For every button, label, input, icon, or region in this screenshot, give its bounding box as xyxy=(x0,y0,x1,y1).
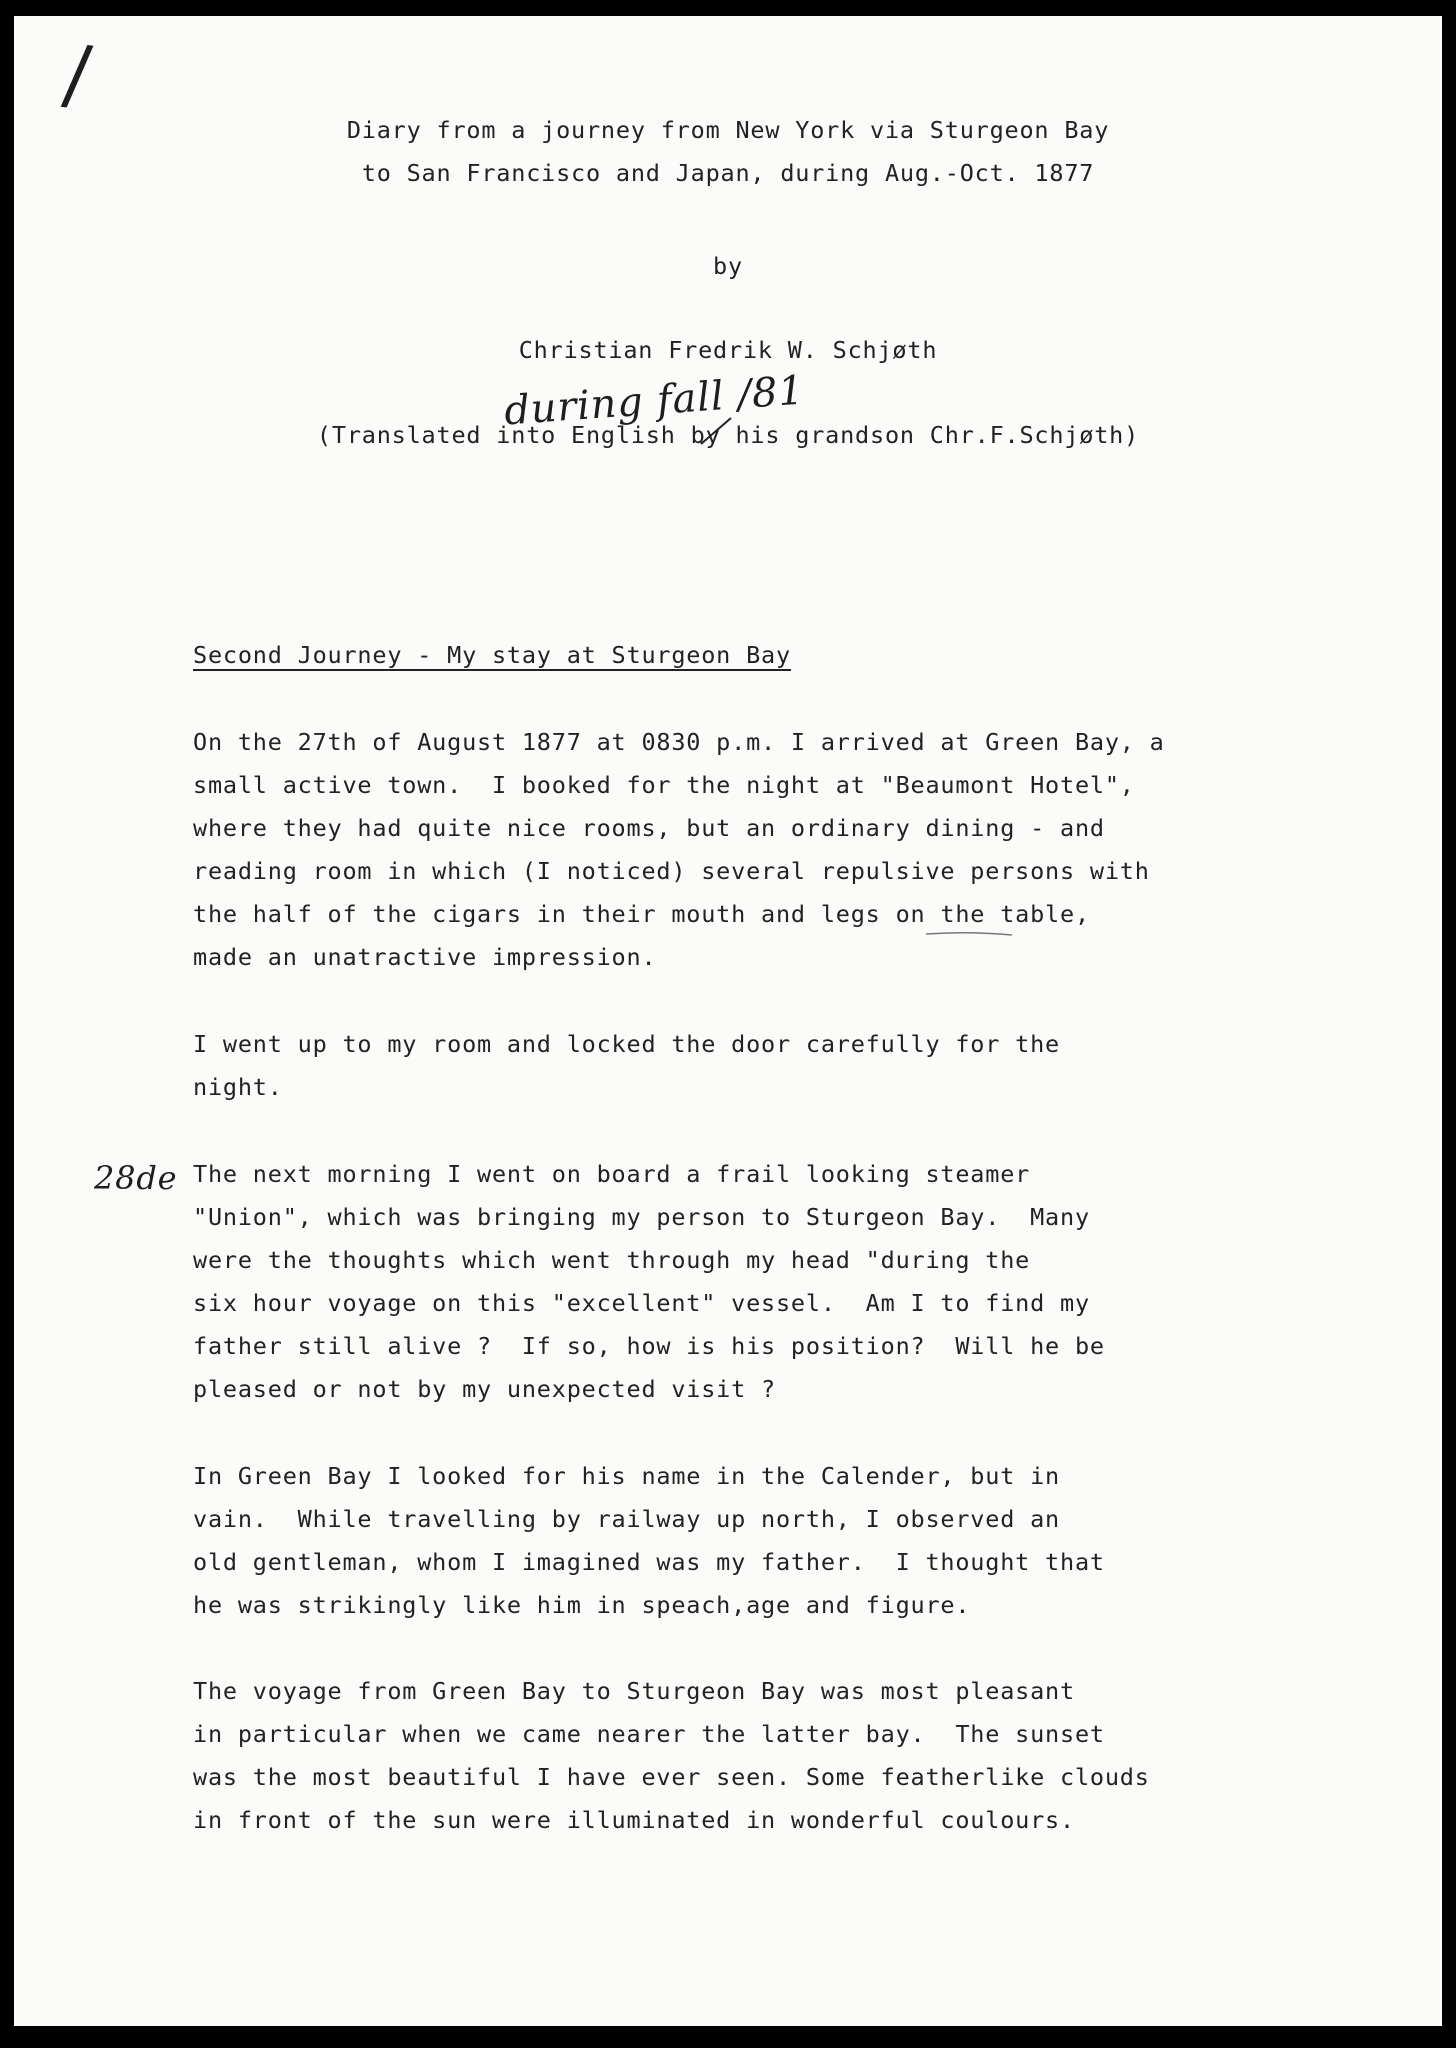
text-line: father still alive ? If so, how is his position? Will he be xyxy=(193,1332,1105,1360)
text-line: where they had quite nice rooms, but an ordinary dining - and xyxy=(193,814,1105,842)
text-line: made an unatractive impression. xyxy=(193,943,657,971)
document-page xyxy=(14,16,1442,2026)
section-heading: Second Journey - My stay at Sturgeon Bay xyxy=(193,641,791,669)
text-line: small active town. I booked for the night at "Beaumont Hotel", xyxy=(193,771,1135,799)
margin-note: 28de xyxy=(94,1159,178,1197)
text-line: On the 27th of August 1877 at 0830 p.m. I arrived at Green Bay, a xyxy=(193,728,1165,756)
text-line: "Union", which was bringing my person to Sturgeon Bay. Many xyxy=(193,1203,1090,1231)
text-line: the half of the cigars in their mouth and legs on the table, xyxy=(193,900,1090,928)
title-by: by xyxy=(713,252,743,280)
handwritten-insert: during fall /81 xyxy=(502,367,806,435)
text-line: In Green Bay I looked for his name in the Calender, but in xyxy=(193,1462,1060,1490)
text-line: were the thoughts which went through my head "during the xyxy=(193,1246,1031,1274)
title-line-2: to San Francisco and Japan, during Aug.-Oct. 1877 xyxy=(361,159,1095,187)
text-line: he was strikingly like him in speach,age and figure. xyxy=(193,1591,971,1619)
title-line-1: Diary from a journey from New York via Sturgeon Bay xyxy=(346,116,1110,144)
pencil-underline-mark xyxy=(924,929,1014,939)
text-line: The next morning I went on board a frail looking steamer xyxy=(193,1160,1031,1188)
title-translation: (Translated into English by his grandson Chr.F.Schjøth) xyxy=(316,421,1140,449)
text-line: in front of the sun were illuminated in wonderful coulours. xyxy=(193,1806,1075,1834)
text-line: I went up to my room and locked the door carefully for the xyxy=(193,1030,1060,1058)
text-line: in particular when we came nearer the latter bay. The sunset xyxy=(193,1720,1105,1748)
title-author: Christian Fredrik W. Schjøth xyxy=(518,336,938,364)
text-line: The voyage from Green Bay to Sturgeon Bay was most pleasant xyxy=(193,1677,1075,1705)
text-line: reading room in which (I noticed) several repulsive persons with xyxy=(193,857,1150,885)
text-line: was the most beautiful I have ever seen. Some featherlike clouds xyxy=(193,1763,1150,1791)
text-line: six hour voyage on this "excellent" vessel. Am I to find my xyxy=(193,1289,1090,1317)
text-line: vain. While travelling by railway up north, I observed an xyxy=(193,1505,1060,1533)
text-line: pleased or not by my unexpected visit ? xyxy=(193,1375,776,1403)
text-line: night. xyxy=(193,1073,283,1101)
page-number-mark: / xyxy=(59,28,96,122)
text-line: old gentleman, whom I imagined was my father. I thought that xyxy=(193,1548,1105,1576)
